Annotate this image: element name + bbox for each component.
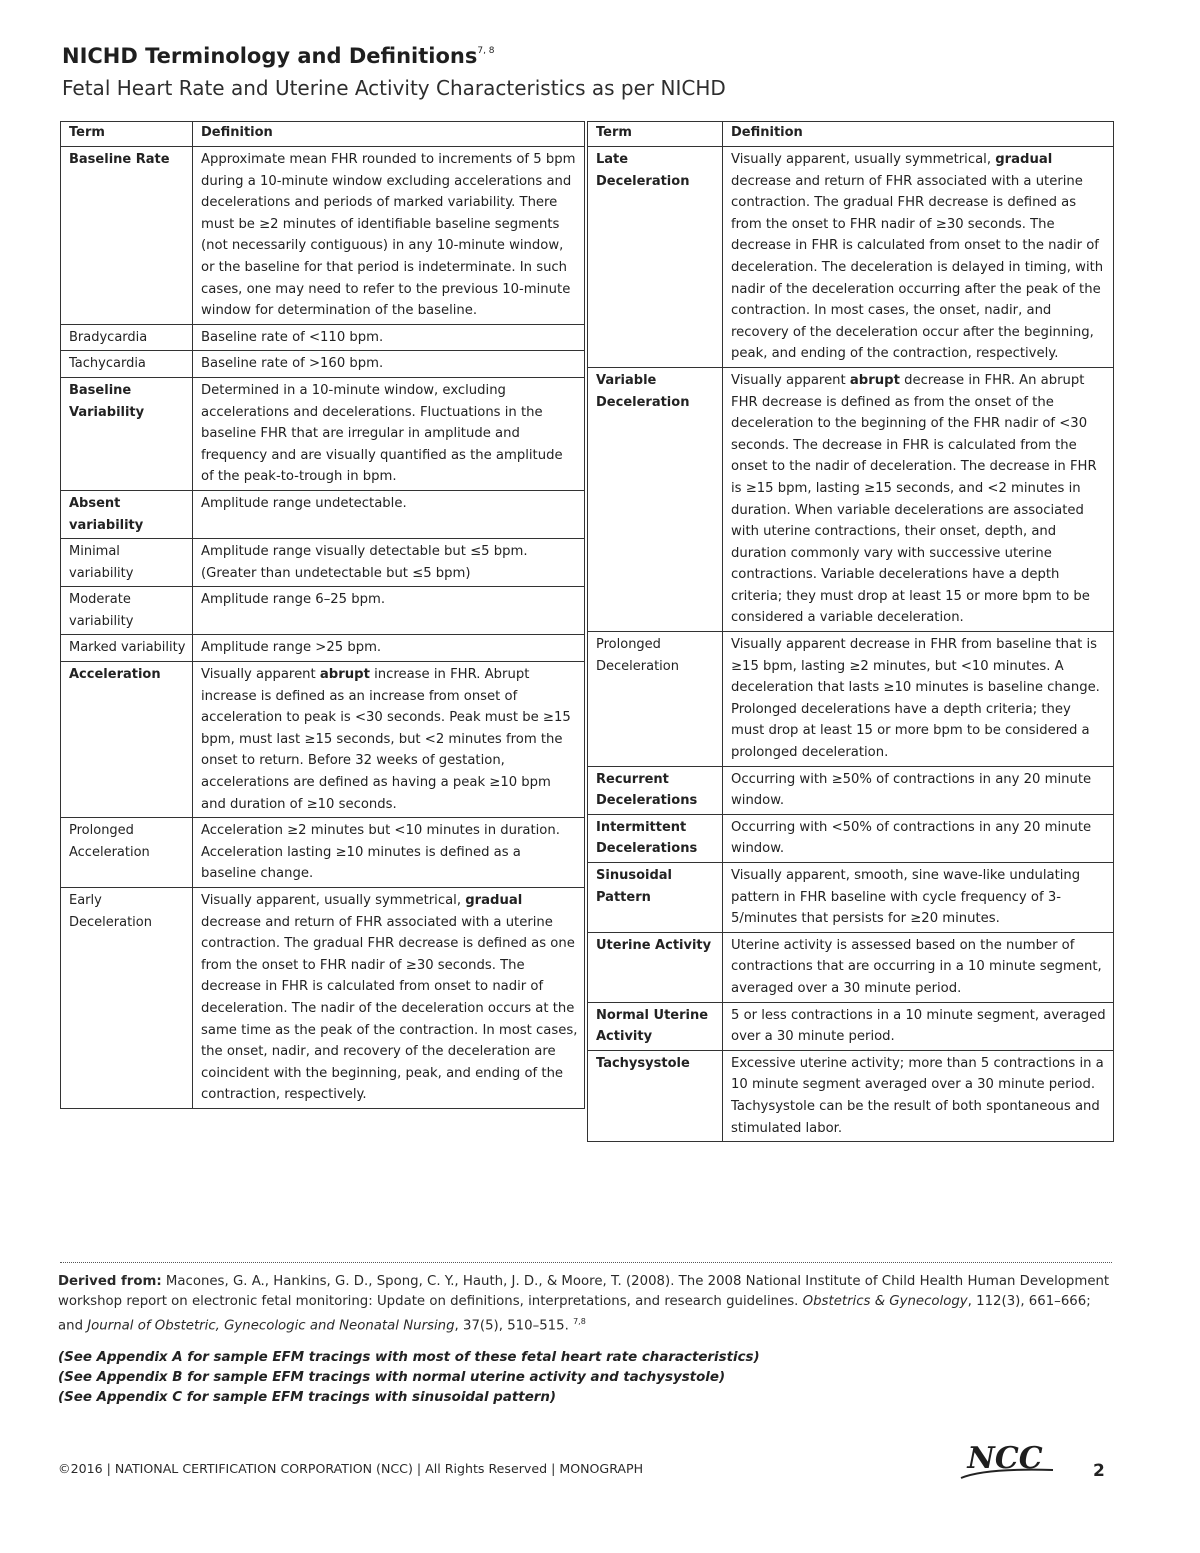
citation-text: , 37(5), 510–515.	[454, 1318, 569, 1334]
logo-text: NCC	[967, 1441, 1043, 1476]
table-row	[61, 818, 585, 888]
citation-text: Macones, G. A., Hankins, G. D., Spong, C. Y., Hauth, J. D., & Moore, T. (2008). The 2008 National Institute of Child Health Human Development workshop report on electronic fetal monitoring: Update on definitions, interpretations, and research guidelines.	[58, 1274, 1110, 1309]
table-row	[588, 863, 1114, 933]
appendix-notes	[58, 1348, 760, 1408]
definition-cell	[193, 888, 585, 1109]
table-row	[61, 635, 585, 662]
definition-cell: Amplitude range visually detectable but ≤5 bpm. (Greater than undetectable but ≤5 bpm)	[193, 539, 585, 587]
page-number: 2	[1093, 1461, 1105, 1481]
term-cell: Variable Deceleration	[588, 367, 723, 631]
definition-cell	[723, 367, 1114, 631]
table-row	[61, 351, 585, 378]
table-row	[588, 632, 1114, 767]
table-row	[61, 662, 585, 818]
definition-cell: Baseline rate of >160 bpm.	[193, 351, 585, 378]
term-cell: Tachysystole	[588, 1050, 723, 1141]
definition-text: decrease in FHR. An abrupt FHR decrease is defined as from the onset of the deceleration to the beginning of the FHR nadir of <30 seconds. The decrease in FHR is calculated from the onset to the nadir of deceleration. The decrease in FHR is ≥15 bpm, lasting ≥15 seconds, and <2 minutes in duration. When variable decelerations are associated with uterine contractions, their onset, depth, and duration commonly vary with successive uterine contractions. Variable decelerations have a depth criteria; they must drop at least 15 or more bpm to be considered a variable deceleration.	[731, 372, 1097, 626]
table-row	[61, 539, 585, 587]
definition-cell: Visually apparent, smooth, sine wave-like undulating pattern in FHR baseline with cycle frequency of 3-5/minutes that persists for ≥20 minutes.	[723, 863, 1114, 933]
definition-emphasis: abrupt	[319, 667, 370, 683]
table-row	[588, 814, 1114, 862]
term-cell: Prolonged Acceleration	[61, 818, 193, 888]
citation-reference: 7,8	[573, 1317, 586, 1326]
definition-text: Visually apparent, usually symmetrical,	[731, 152, 996, 167]
definition-text: decrease and return of FHR associated with a uterine contraction. The gradual FHR decrease is defined as one from the onset to FHR nadir of ≥30 seconds. The decrease in FHR is calculated from onset to nadir of deceleration. The nadir of the deceleration occurs at the same time as the peak of the contraction. In most cases, the onset, nadir, and recovery of the deceleration are coincident with the beginning, peak, and ending of the contraction, respectively.	[201, 914, 578, 1103]
definition-text: decrease and return of FHR associated with a uterine contraction. The gradual FHR decrease is defined as from the onset to FHR nadir of ≥30 seconds. The decrease in FHR is calculated from onset to the nadir of deceleration. The deceleration is delayed in timing, with nadir of the deceleration occurring after the peak of the contraction. In most cases, the onset, nadir, and recovery of the deceleration occur after the beginning, peak, and ending of the contraction, respectively.	[731, 173, 1104, 362]
left-definitions-table	[60, 121, 585, 1109]
table-row	[61, 888, 585, 1109]
term-cell: Minimal variability	[61, 539, 193, 587]
table-row	[588, 1050, 1114, 1141]
left-definitions-table-wrap	[60, 121, 585, 1109]
appendix-note-a: (See Appendix A for sample EFM tracings with most of these fetal heart rate characteristics)	[58, 1350, 760, 1365]
term-cell: Moderate variability	[61, 587, 193, 635]
term-column-header: Term	[61, 122, 193, 147]
term-cell: Tachycardia	[61, 351, 193, 378]
term-cell: Late Deceleration	[588, 147, 723, 368]
definition-cell	[193, 662, 585, 818]
definition-cell: 5 or less contractions in a 10 minute segment, averaged over a 30 minute period.	[723, 1002, 1114, 1050]
definition-emphasis: gradual	[995, 152, 1053, 167]
page-title	[62, 44, 495, 68]
title-reference: 7, 8	[477, 46, 495, 56]
definition-cell: Occurring with ≥50% of contractions in any 20 minute window.	[723, 766, 1114, 814]
definition-column-header: Definition	[193, 122, 585, 147]
definition-cell: Amplitude range undetectable.	[193, 490, 585, 538]
citation-journal: Obstetrics & Gynecology	[802, 1294, 968, 1309]
table-row	[61, 147, 585, 325]
table-row	[588, 932, 1114, 1002]
term-cell: Prolonged Deceleration	[588, 632, 723, 767]
definition-cell	[723, 147, 1114, 368]
table-row	[61, 377, 585, 490]
term-cell: Normal Uterine Activity	[588, 1002, 723, 1050]
term-cell: Marked variability	[61, 635, 193, 662]
table-row	[61, 587, 585, 635]
definition-emphasis: gradual	[465, 893, 523, 908]
table-row	[61, 490, 585, 538]
definition-cell: Amplitude range 6–25 bpm.	[193, 587, 585, 635]
definition-column-header: Definition	[723, 122, 1114, 147]
definition-cell: Amplitude range >25 bpm.	[193, 635, 585, 662]
appendix-note-b: (See Appendix B for sample EFM tracings with normal uterine activity and tachysystole)	[58, 1370, 726, 1385]
ncc-logo	[955, 1438, 1055, 1488]
definition-emphasis: abrupt	[849, 372, 900, 388]
term-cell: Baseline Variability	[61, 377, 193, 490]
definition-text: Visually apparent	[731, 372, 850, 388]
section-divider	[60, 1262, 1112, 1263]
table-row	[588, 766, 1114, 814]
term-column-header: Term	[588, 122, 723, 147]
definition-text: Visually apparent	[201, 667, 320, 683]
citation-block	[58, 1272, 1118, 1336]
table-row	[588, 367, 1114, 631]
table-row	[61, 324, 585, 351]
footer-copyright: ©2016 | NATIONAL CERTIFICATION CORPORATION (NCC) | All Rights Reserved | MONOGRAPH	[58, 1461, 644, 1476]
term-cell: Absent variability	[61, 490, 193, 538]
page-subtitle: Fetal Heart Rate and Uterine Activity Characteristics as per NICHD	[62, 76, 726, 100]
definition-cell: Determined in a 10-minute window, excluding accelerations and decelerations. Fluctuations in the baseline FHR that are irregular in amplitude and frequency and are visually quantified as the amplitude of the peak-to-trough in bpm.	[193, 377, 585, 490]
term-cell: Baseline Rate	[61, 147, 193, 325]
table-header-row	[588, 122, 1114, 147]
right-definitions-table	[587, 121, 1114, 1142]
page-title-text: NICHD Terminology and Definitions	[62, 44, 478, 68]
definition-text: Visually apparent, usually symmetrical,	[201, 893, 466, 908]
definition-cell: Visually apparent decrease in FHR from baseline that is ≥15 bpm, lasting ≥2 minutes, but <10 minutes. A deceleration that lasts ≥10 minutes is baseline change. Prolonged decelerations have a depth criteria; they must drop at least 15 or more bpm to be considered a prolonged deceleration.	[723, 632, 1114, 767]
citation-journal: Journal of Obstetric, Gynecologic and Neonatal Nursing	[87, 1318, 455, 1334]
term-cell: Intermittent Decelerations	[588, 814, 723, 862]
table-row	[588, 147, 1114, 368]
term-cell: Uterine Activity	[588, 932, 723, 1002]
definition-cell: Uterine activity is assessed based on the number of contractions that are occurring in a 10 minute segment, averaged over a 30 minute period.	[723, 932, 1114, 1002]
definition-cell: Occurring with <50% of contractions in any 20 minute window.	[723, 814, 1114, 862]
definition-cell: Excessive uterine activity; more than 5 contractions in a 10 minute segment averaged over a 30 minute period. Tachysystole can be the result of both spontaneous and stimulated labor.	[723, 1050, 1114, 1141]
term-cell: Recurrent Decelerations	[588, 766, 723, 814]
right-definitions-table-wrap	[587, 121, 1114, 1142]
appendix-note-c: (See Appendix C for sample EFM tracings with sinusoidal pattern)	[58, 1390, 557, 1405]
term-cell: Sinusoidal Pattern	[588, 863, 723, 933]
table-header-row	[61, 122, 585, 147]
definition-cell: Acceleration ≥2 minutes but <10 minutes in duration. Acceleration lasting ≥10 minutes is defined as a baseline change.	[193, 818, 585, 888]
term-cell: Acceleration	[61, 662, 193, 818]
citation-text: , 112(3), 661–666; and	[58, 1294, 1091, 1334]
term-cell: Early Deceleration	[61, 888, 193, 1109]
citation-label: Derived from:	[58, 1274, 162, 1289]
definition-text: increase in FHR. Abrupt increase is defined as an increase from onset of acceleration to peak is <30 seconds. Peak must be ≥15 bpm, must last ≥15 seconds, but <2 minutes from the onset to return. Before 32 weeks of gestation, accelerations are defined as having a peak ≥10 bpm and duration of ≥10 seconds.	[201, 667, 571, 812]
definition-cell: Approximate mean FHR rounded to increments of 5 bpm during a 10-minute window excluding accelerations and decelerations and periods of marked variability. There must be ≥2 minutes of identifiable baseline segments (not necessarily contiguous) in any 10-minute window, or the baseline for that period is indeterminate. In such cases, one may need to refer to the previous 10-minute window for determination of the baseline.	[193, 147, 585, 325]
table-row	[588, 1002, 1114, 1050]
term-cell: Bradycardia	[61, 324, 193, 351]
definition-cell: Baseline rate of <110 bpm.	[193, 324, 585, 351]
